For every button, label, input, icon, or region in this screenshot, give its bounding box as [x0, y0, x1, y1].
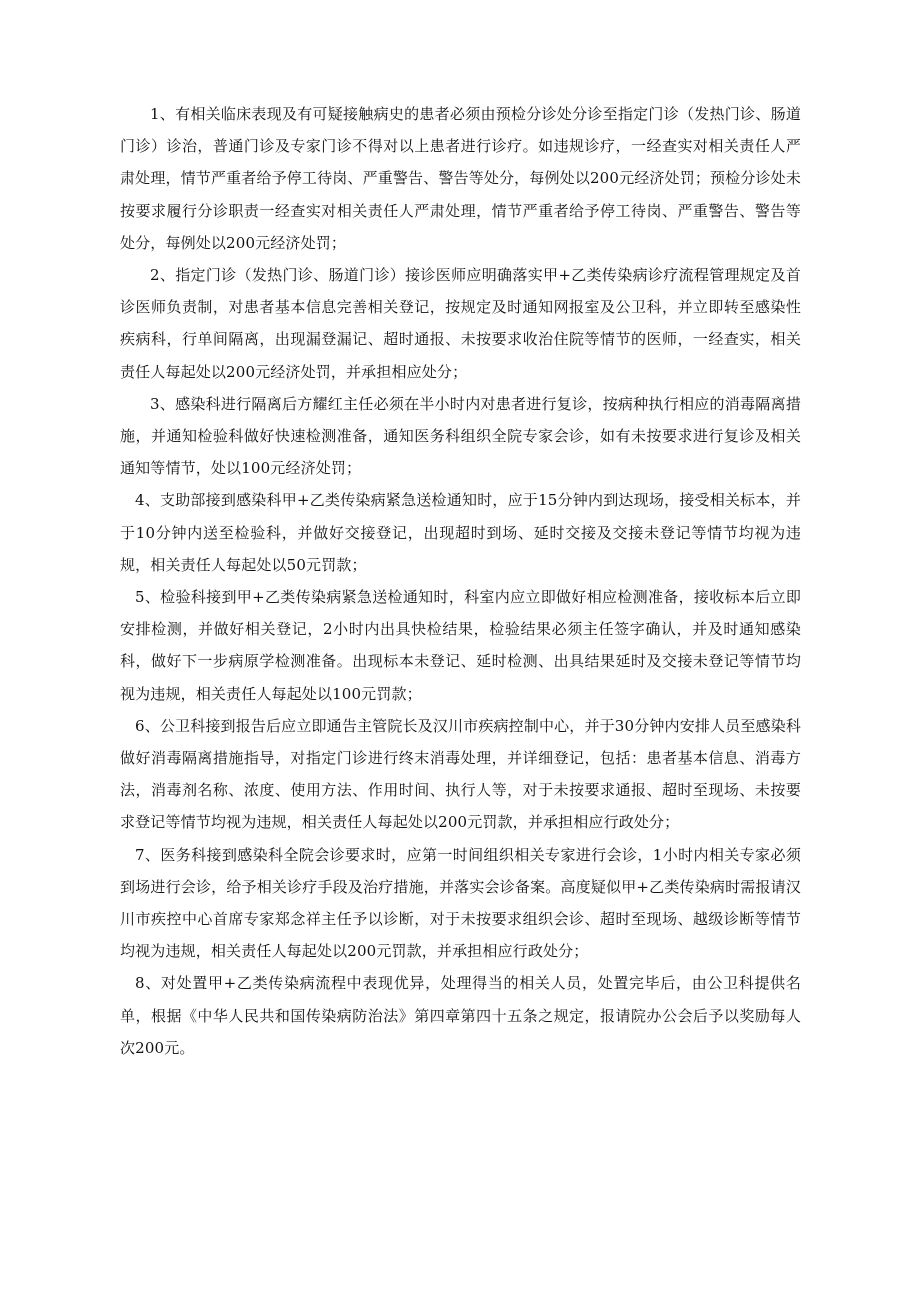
clause-7-paragraph: 7、医务科接到感染科全院会诊要求时，应第一时间组织相关专家进行会诊，1小时内相关专家必须到场进行会诊，给予相关诊疗手段及治疗措施，并落实会诊备案。高度疑似甲+乙类传染病时需报请汉川市疾控中心首席专家郑念祥主任予以诊断，对于未按要求组织会诊、超时至现场、越级诊断等情节均视为违规，相关责任人每起处以200元罚款，并承担相应行政处分；: [120, 845, 801, 961]
clause-8-paragraph: 8、对处置甲+乙类传染病流程中表现优异，处理得当的相关人员，处置完毕后，由公卫科提供名单，根据《中华人民共和国传染病防治法》第四章第四十五条之规定，报请院办公会后予以奖励每人次200元。: [120, 974, 801, 1057]
clause-6-paragraph: 6、公卫科接到报告后应立即通告主管院长及汉川市疾病控制中心，并于30分钟内安排人员至感染科做好消毒隔离措施指导，对指定门诊进行终末消毒处理，并详细登记，包括：患者基本信息、消毒方法，消毒剂名称、浓度、使用方法、作用时间、执行人等，对于未按要求通报、超时至现场、未按要求登记等情节均视为违规，相关责任人每起处以200元罚款，并承担相应行政处分；: [120, 716, 801, 832]
clause-5-paragraph: 5、检验科接到甲+乙类传染病紧急送检通知时，科室内应立即做好相应检测准备，接收标本后立即安排检测，并做好相关登记，2小时内出具快检结果，检验结果必须主任签字确认，并及时通知感染科，做好下一步病原学检测准备。出现标本未登记、延时检测、出具结果延时及交接未登记等情节均视为违规，相关责任人每起处以100元罚款；: [120, 588, 801, 703]
clause-2-paragraph: 2、指定门诊（发热门诊、肠道门诊）接诊医师应明确落实甲+乙类传染病诊疗流程管理规定及首诊医师负责制，对患者基本信息完善相关登记，按规定及时通知网报室及公卫科，并立即转至感染性疾病科，行单间隔离，出现漏登漏记、超时通报、未按要求收治住院等情节的医师，一经查实，相关责任人每起处以200元经济处罚，并承担相应处分；: [120, 266, 801, 381]
document-body: [120, 98, 801, 1064]
clause-1-paragraph: 1、有相关临床表现及有可疑接触病史的患者必须由预检分诊处分诊至指定门诊（发热门诊、肠道门诊）诊治，普通门诊及专家门诊不得对以上患者进行诊疗。如违规诊疗，一经查实对相关责任人严肃处理，情节严重者给予停工待岗、严重警告、警告等处分，每例处以200元经济处罚；预检分诊处未按要求履行分诊职责一经查实对相关责任人严肃处理，情节严重者给予停工待岗、严重警告、警告等处分，每例处以200元经济处罚；: [120, 105, 801, 252]
clause-3-paragraph: 3、感染科进行隔离后方耀红主任必须在半小时内对患者进行复诊，按病种执行相应的消毒隔离措施，并通知检验科做好快速检测准备，通知医务科组织全院专家会诊，如有未按要求进行复诊及相关通知等情节，处以100元经济处罚；: [120, 394, 801, 478]
clause-4-paragraph: 4、支助部接到感染科甲+乙类传染病紧急送检通知时，应于15分钟内到达现场，接受相关标本，并于10分钟内送至检验科，并做好交接登记，出现超时到场、延时交接及交接未登记等情节均视为违规，相关责任人每起处以50元罚款；: [120, 491, 801, 574]
